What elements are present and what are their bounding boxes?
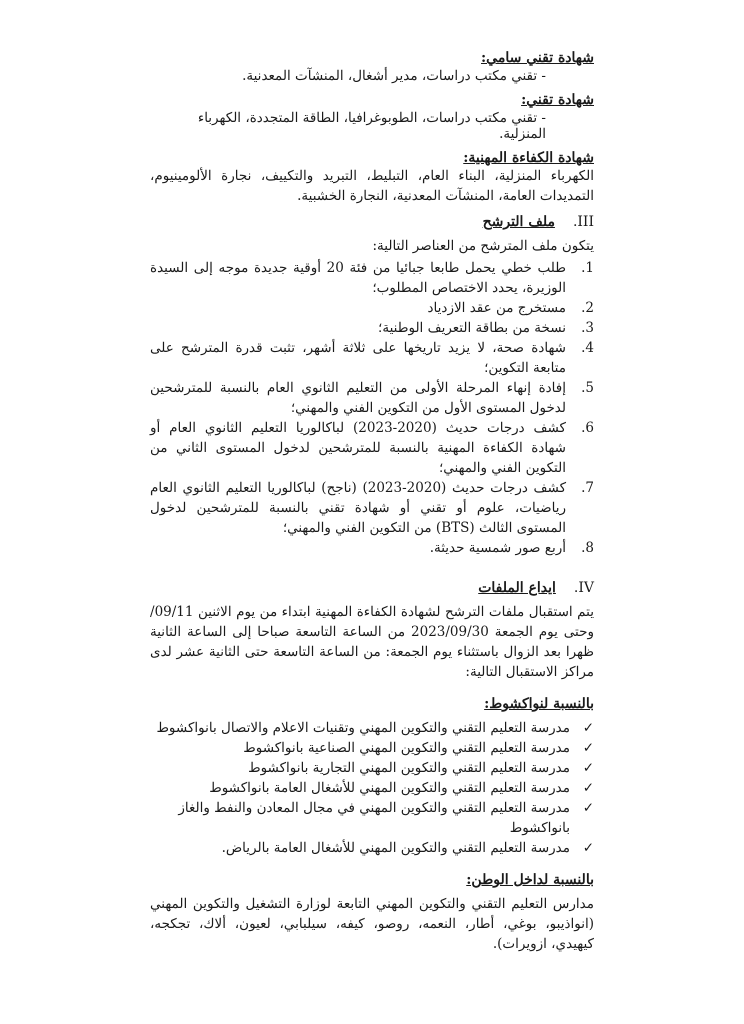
section-3-intro: يتكون ملف المترشح من العناصر التالية: [372,238,594,254]
cert-cap [150,150,594,206]
interior-text: مدارس التعليم التقني والتكوين المهني التابعة لوزارة التشغيل والتكوين المهني (انواذيبو، بوغي، أطار، النعمه، روصو، كيفه، سيلبابي، لعيون، ألاك، تجكجه، كيهيدي، ازويرات). [150,896,594,952]
list-item: ✓ مدرسة التعليم التقني والتكوين المهني وتقنيات الاعلام والاتصال بانواكشوط [156,720,594,736]
cert-senior-technician [150,50,594,84]
interior-title: بالنسبة لداخل الوطن: [466,872,594,888]
section-4-title: ايداع الملفات [478,580,556,596]
requirements-list [150,258,594,558]
list-item: ✓ مدرسة التعليم التقني والتكوين المهني في مجال المعادن والنفط والغاز بانواكشوط [178,800,594,836]
check-icon: ✓ [582,740,594,756]
list-item: 3. نسخة من بطاقة التعريف الوطنية؛ [378,320,594,336]
cert-cap-title: شهادة الكفاءة المهنية: [463,150,594,166]
cert-technician [150,92,594,142]
check-icon: ✓ [582,840,594,856]
list-item: 7. كشف درجات حديث (2020-2023) (ناجح) لباكالوريا التعليم الثانوي العام رياضيات، علوم أو تقني أو شهادة تقني بالنسبة للمترشحين لدخول المستوى الثالث (BTS) من التكوين الفني والمهني؛ [150,480,594,536]
cert-cap-text: الكهرباء المنزلية، البناء العام، التبليط، التبريد والتكييف، نجارة الألومينيوم، التمديدات العامة، المنشآت المعدنية، النجارة الخشبية. [150,168,594,204]
list-item: 8. أربع صور شمسية حديثة. [429,540,594,556]
section-3-number: III. [572,214,594,230]
cert-senior-technician-title: شهادة تقني سامي: [481,50,594,66]
section-3-heading [150,214,594,230]
check-icon: ✓ [582,720,594,736]
list-item: ✓ مدرسة التعليم التقني والتكوين المهني الصناعية بانواكشوط [243,740,594,756]
list-item: 4. شهادة صحة، لا يزيد تاريخها على ثلاثة أشهر، تثبت قدرة المترشح على متابعة التكوين؛ [150,340,594,376]
list-item: 1. طلب خطي يحمل طابعا جبائيا من فئة 20 أوقية جديدة موجه إلى السيدة الوزيرة، يحدد الاختصاص المطلوب؛ [150,260,594,296]
check-icon: ✓ [582,800,594,816]
section-3-title: ملف الترشح [482,214,555,230]
list-item: ✓ مدرسة التعليم التقني والتكوين المهني التجارية بانواكشوط [248,760,594,776]
list-item: 6. كشف درجات حديث (2020-2023) لباكالوريا التعليم الثانوي العام أو شهادة الكفاءة المهنية بالنسبة للمترشحين لدخول المستوى الثاني من التكوين الفني والمهني؛ [150,420,594,476]
nouakchott-centers-list [150,718,594,858]
list-item: 5. إفادة إنهاء المرحلة الأولى من التعليم الثانوي العام بالنسبة للمترشحين لدخول المستوى الأول من التكوين الفني والمهني؛ [150,380,594,416]
cert-senior-technician-item: - تقني مكتب دراسات، مدير أشغال، المنشآت المعدنية. [150,68,546,84]
nouakchott-title: بالنسبة لنواكشوط: [484,696,594,712]
section-4-number: IV. [573,580,594,596]
section-4-heading [150,580,594,596]
section-4-text: يتم استقبال ملفات الترشح لشهادة الكفاءة المهنية ابتداء من يوم الاثنين 09/11/ وحتى يوم الجمعة 2023/09/30 من الساعة التاسعة صباحا إلى الساعة الثانية ظهرا بعد الزوال باستثناء يوم الجمعة: من الساعة التاسعة حتى الثانية عشر لدى مراكز الاستقبال التالية: [150,604,594,680]
list-item: 2. مستخرج من عقد الازدياد [427,300,594,316]
list-item: ✓ مدرسة التعليم التقني والتكوين المهني للأشغال العامة بالرياض. [221,840,594,856]
cert-technician-item: - تقني مكتب دراسات، الطوبوغرافيا، الطاقة المتجددة، الكهرباء المنزلية. [150,110,546,142]
cert-technician-title: شهادة تقني: [521,92,594,108]
list-item: ✓ مدرسة التعليم التقني والتكوين المهني للأشغال العامة بانواكشوط [209,780,594,796]
check-icon: ✓ [582,760,594,776]
check-icon: ✓ [582,780,594,796]
